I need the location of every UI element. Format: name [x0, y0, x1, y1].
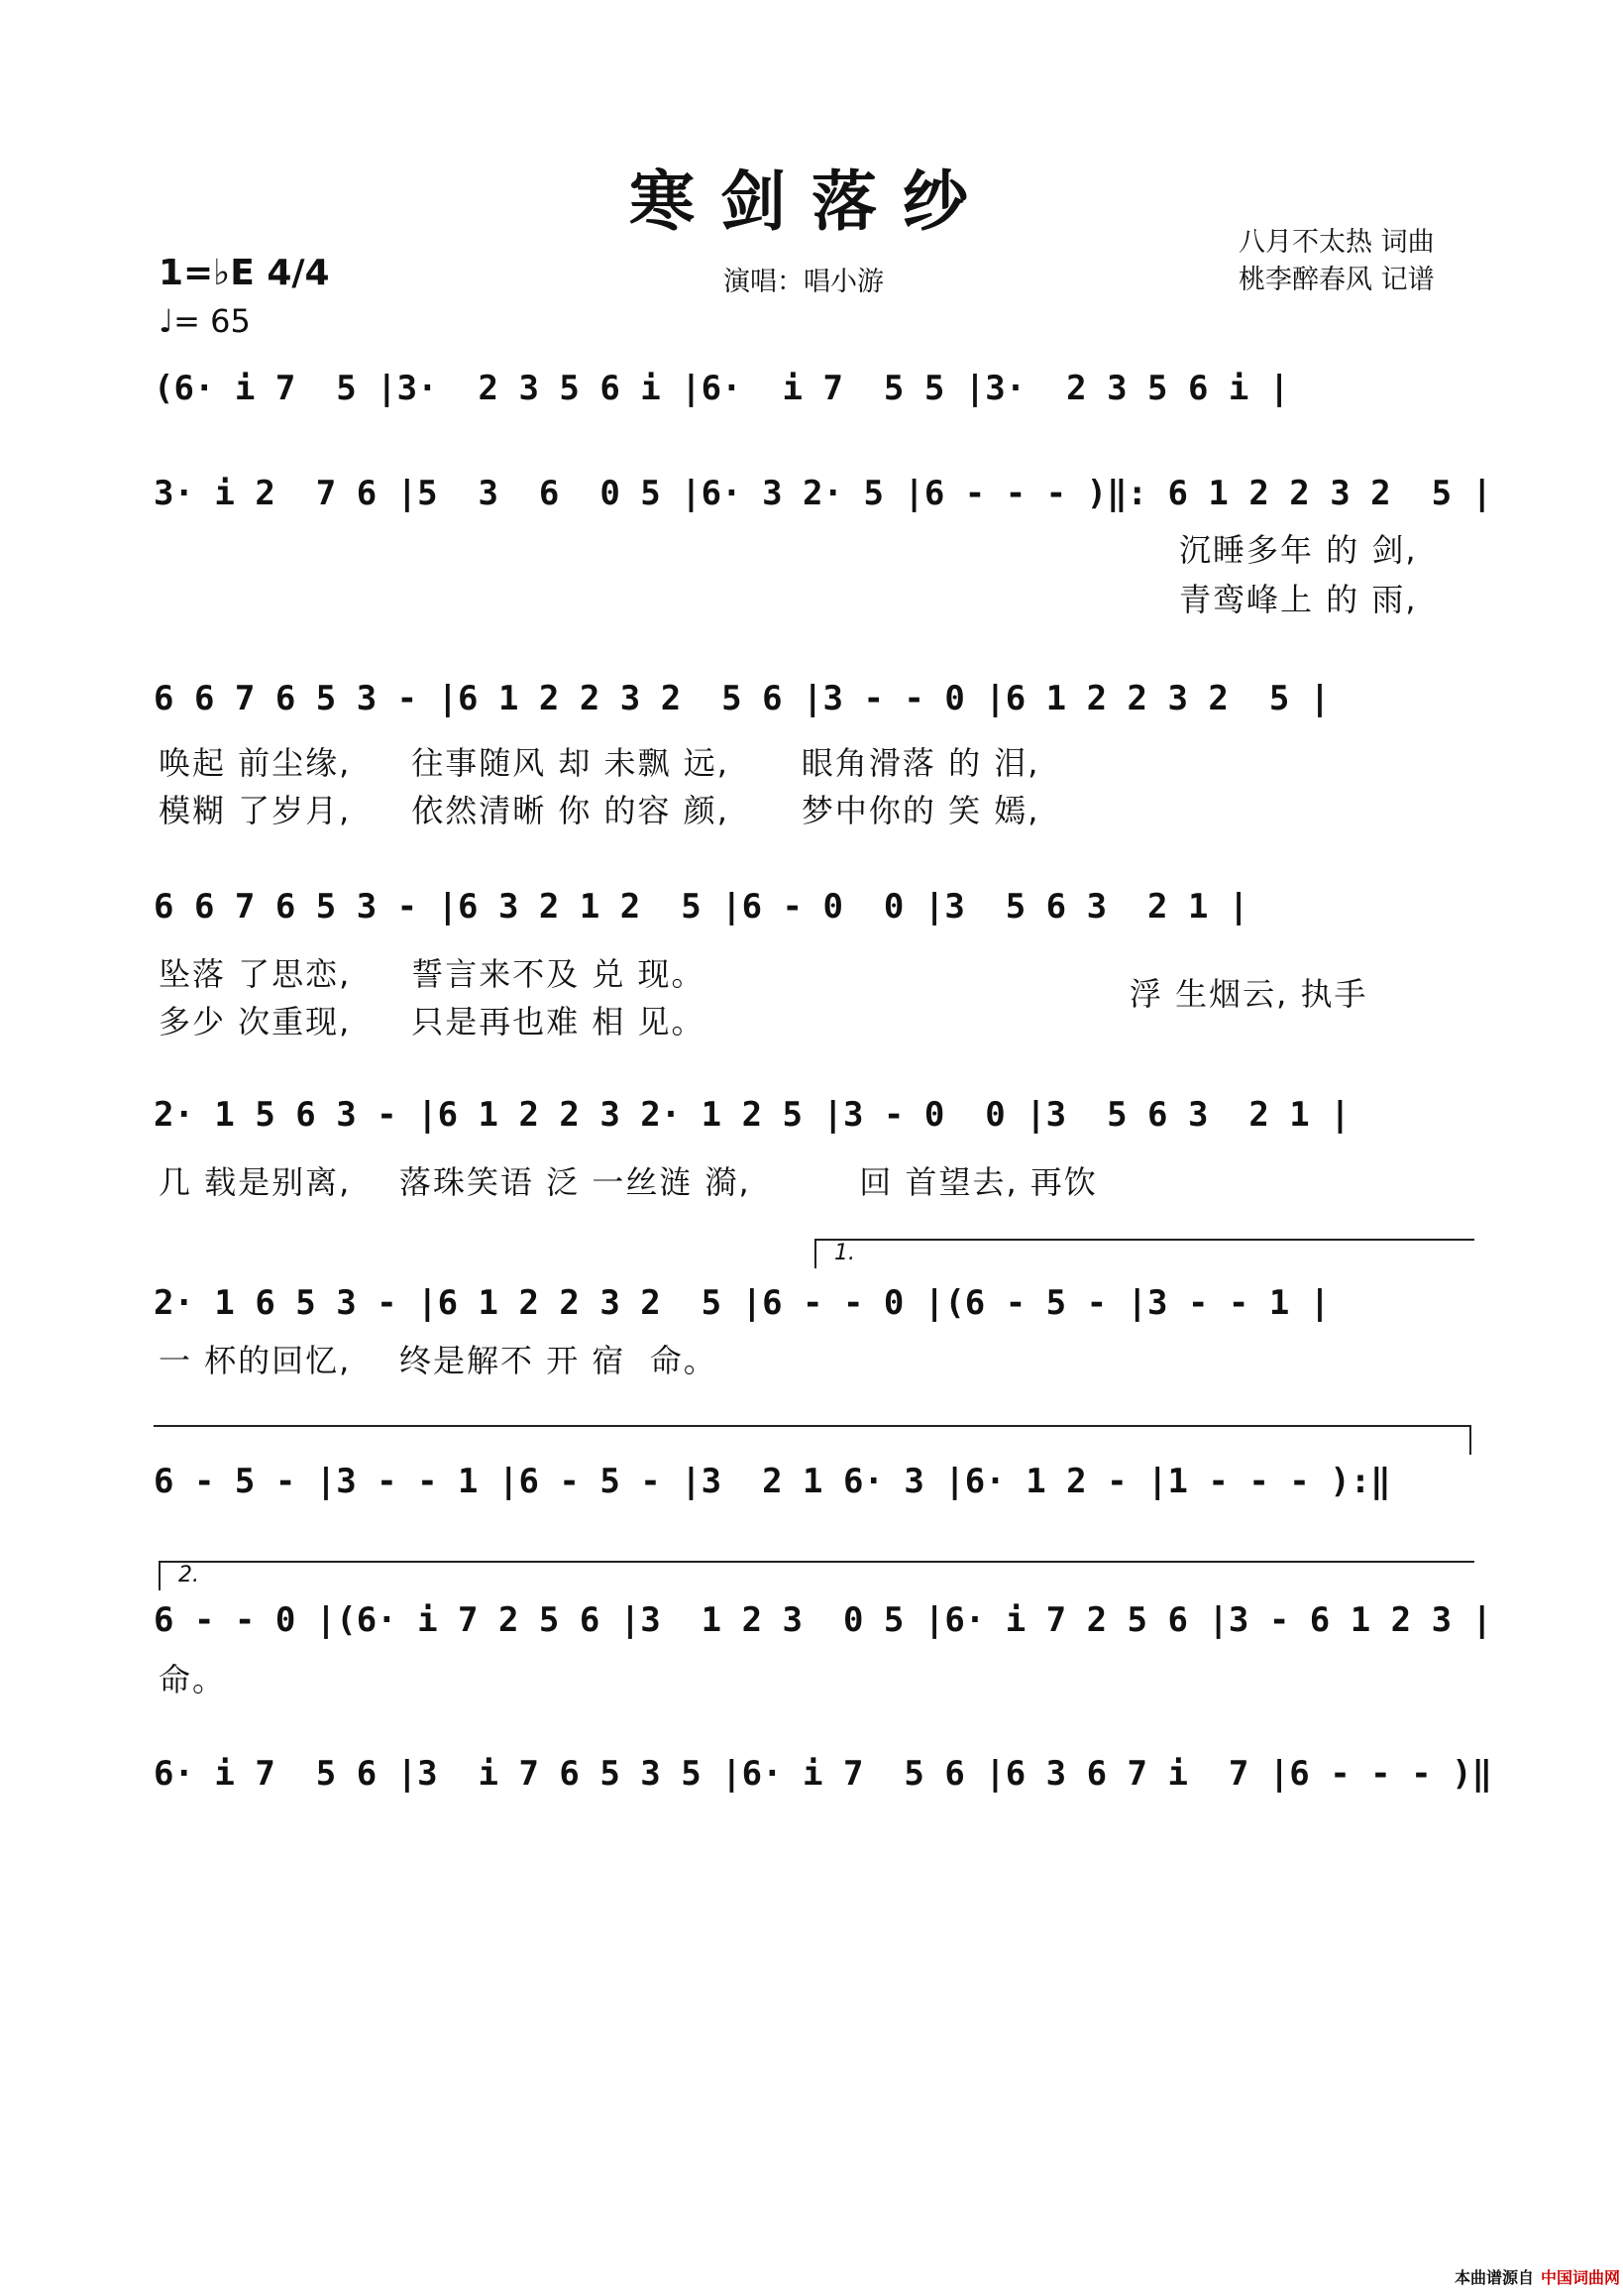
lyric-line-4b: 多少 次重现, 只是再也难 相 见。: [159, 1003, 705, 1040]
volta-bracket-1-continued: [154, 1425, 1471, 1427]
score-line-1: (6· i 7 5 |3· 2 3 5 6 i |6· i 7 5 5 |3· 2 3 5 6 i |: [154, 369, 1290, 408]
transcriber-credit: 桃李醉春风 记谱: [1239, 265, 1435, 295]
volta-bracket-1-start: [814, 1239, 816, 1268]
volta-bracket-2-start: [159, 1561, 161, 1590]
score-line-9: 6· i 7 5 6 |3 i 7 6 5 3 5 |6· i 7 5 6 |6 3 6 7 i 7 |6 - - - )‖: [154, 1754, 1493, 1794]
score-line-4: 6 6 7 6 5 3 - |6 3 2 1 2 5 |6 - 0 0 |3 5 6 3 2 1 |: [154, 887, 1249, 927]
lyric-line-4a: 坠落 了思恋, 誓言来不及 兑 现。: [159, 955, 705, 993]
lyric-line-4-side: 浮 生烟云, 执手: [1130, 975, 1368, 1013]
lyric-line-3a: 唤起 前尘缘, 往事随风 却 未飘 远, 眼角滑落 的 泪,: [159, 744, 1040, 782]
score-line-5: 2· 1 5 6 3 - |6 1 2 2 3 2· 1 2 5 |3 - 0 0 |3 5 6 3 2 1 |: [154, 1095, 1351, 1135]
volta-bracket-2: [159, 1561, 1474, 1563]
volta-1-label: 1.: [834, 1241, 855, 1265]
volta-2-label: 2.: [178, 1563, 199, 1587]
footer-source-label: 本曲谱源自: [1455, 2268, 1535, 2287]
score-line-3: 6 6 7 6 5 3 - |6 1 2 2 3 2 5 6 |3 - - 0 |6 1 2 2 3 2 5 |: [154, 679, 1331, 718]
composer-credit: 八月不太热 词曲: [1239, 227, 1435, 258]
lyric-line-3b: 模糊 了岁月, 依然清晰 你 的容 颜, 梦中你的 笑 嫣,: [159, 792, 1040, 829]
score-line-7: 6 - 5 - |3 - - 1 |6 - 5 - |3 2 1 6· 3 |6· 1 2 - |1 - - - ):‖: [154, 1462, 1391, 1501]
lyric-line-2a: 沉睡多年 的 剑,: [1179, 531, 1418, 569]
score-line-2: 3· i 2 7 6 |5 3 6 0 5 |6· 3 2· 5 |6 - - - )‖: 6 1 2 2 3 2 5 |: [154, 474, 1493, 513]
volta-bracket-1-end: [1469, 1425, 1471, 1455]
volta-bracket-1: [814, 1239, 1474, 1241]
lyric-line-8: 命。: [159, 1661, 227, 1698]
lyric-line-2b: 青鸾峰上 的 雨,: [1179, 581, 1418, 618]
song-title: 寒剑落纱: [629, 163, 994, 240]
footer-site-name: 中国词曲网: [1541, 2268, 1621, 2287]
lyric-line-6: 一 杯的回忆, 终是解不 开 宿 命。: [159, 1342, 717, 1379]
singer-credit: 演唱：唱小游: [723, 267, 884, 297]
key-signature: 1=♭E 4/4: [159, 253, 330, 293]
tempo-marking: ♩= 65: [159, 302, 251, 340]
score-line-8: 6 - - 0 |(6· i 7 2 5 6 |3 1 2 3 0 5 |6· i 7 2 5 6 |3 - 6 1 2 3 |: [154, 1600, 1493, 1640]
lyric-line-5: 几 载是别离, 落珠笑语 泛 一丝涟 漪, 回 首望去, 再饮: [159, 1163, 1098, 1201]
score-line-6: 2· 1 6 5 3 - |6 1 2 2 3 2 5 |6 - - 0 |(6 - 5 - |3 - - 1 |: [154, 1283, 1331, 1323]
